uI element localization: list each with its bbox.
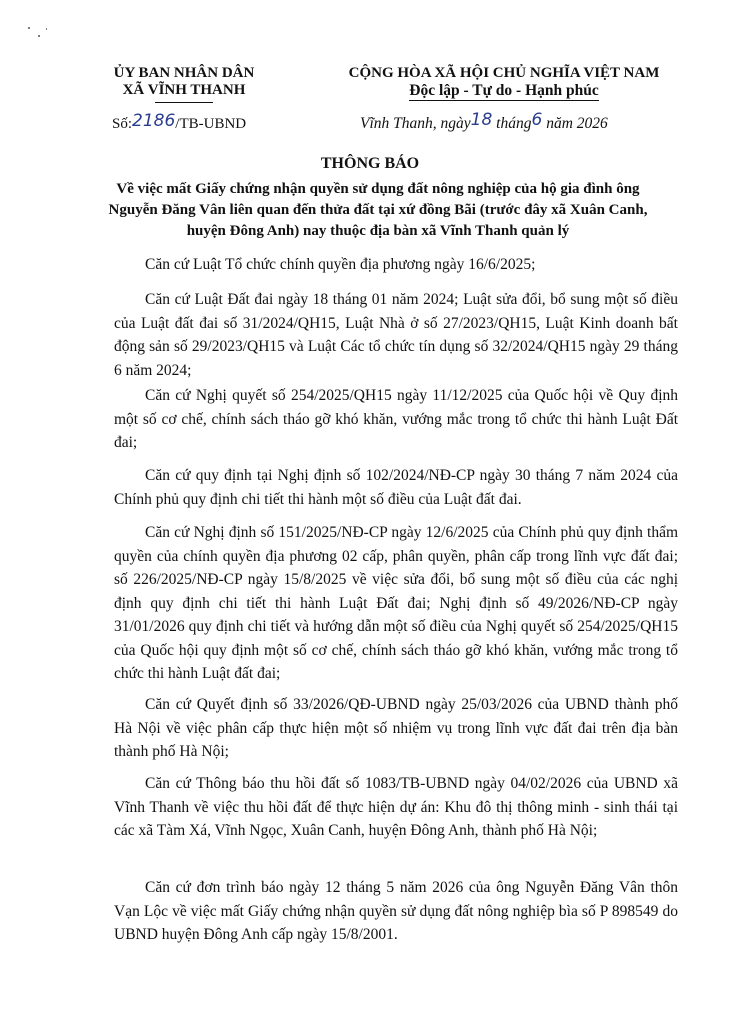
paragraph-text: Căn cứ đơn trình báo ngày 12 tháng 5 năm 2026 của ông Nguyễn Đăng Vân thôn Vạn Lộc về việc mất Giấy chứng nhận quyền sử dụng đất nông nghiệp bìa số P 898549 do UBND huyện Đông Anh cấp ngày 15/8/2001. (114, 879, 678, 943)
place-and-date (360, 110, 608, 133)
paragraph-8 (114, 876, 678, 947)
authority-name-line1: ỦY BAN NHÂN DÂN (113, 65, 255, 81)
handwritten-month: 6 (531, 110, 543, 130)
doc-number-prefix: Số: (112, 116, 133, 132)
paragraph-text: Căn cứ Thông báo thu hồi đất số 1083/TB-UBND ngày 04/02/2026 của UBND xã Vĩnh Thanh về việc thu hồi đất để thực hiện dự án: Khu đô thị thông minh - sinh thái tại các xã Tàm Xá, Vĩnh Ngọc, Xuân Canh, huyện Đông Anh, thành phố Hà Nội; (114, 775, 678, 839)
date-month-label: tháng (496, 115, 532, 132)
paragraph-5 (114, 521, 678, 686)
handwritten-day: 18 (470, 110, 493, 130)
authority-underline (155, 102, 213, 103)
paragraph-text: Căn cứ Quyết định số 33/2026/QĐ-UBND ngày 25/03/2026 của UBND thành phố Hà Nội về việc phân cấp thực hiện một số nhiệm vụ trong lĩnh vực đất đai trên địa bàn thành phố Hà Nội; (114, 696, 678, 760)
paragraph-3 (114, 384, 678, 455)
paragraph-text: Căn cứ Luật Tổ chức chính quyền địa phương ngày 16/6/2025; (145, 256, 536, 273)
paragraph-6 (114, 693, 678, 764)
document-number (112, 113, 246, 133)
scan-speck (38, 35, 40, 37)
paragraph-text: Căn cứ quy định tại Nghị định số 102/2024/NĐ-CP ngày 30 tháng 7 năm 2024 của Chính phủ quy định chi tiết thi hành một số điều của Luật đất đai. (114, 467, 678, 508)
paragraph-4 (114, 464, 678, 511)
issuing-authority (104, 65, 264, 103)
national-motto: Độc lập - Tự do - Hạnh phúc (409, 82, 599, 99)
document-title: THÔNG BÁO (320, 155, 420, 172)
scan-speck (46, 28, 47, 30)
paragraph-2 (114, 288, 678, 382)
authority-name-line2: XÃ VĨNH THANH (122, 82, 246, 98)
date-place-prefix: Vĩnh Thanh, ngày (360, 115, 471, 132)
date-year: năm 2026 (546, 115, 608, 132)
national-heading (328, 65, 680, 101)
paragraph-7 (114, 772, 678, 843)
handwritten-doc-number: 2186 (132, 111, 176, 131)
doc-number-suffix: /TB-UBND (175, 116, 247, 132)
document-subject: Về việc mất Giấy chứng nhận quyền sử dụng đất nông nghiệp của hộ gia đình ông Nguyễn Đăng Vân liên quan đến thửa đất tại xứ đồng Bãi (trước đây xã Xuân Canh, huyện Đông Anh) nay thuộc địa bàn xã Vĩnh Thanh quản lý (108, 181, 648, 239)
paragraph-text: Căn cứ Luật Đất đai ngày 18 tháng 01 năm 2024; Luật sửa đổi, bổ sung một số điều của Luật đất đai số 31/2024/QH15, Luật Nhà ở số 27/2023/QH15, Luật Kinh doanh bất động sản số 29/2023/QH15 và Luật Các tổ chức tín dụng số 32/2024/QH15 ngày 29 tháng 6 năm 2024; (114, 291, 678, 379)
scan-speck (28, 27, 30, 29)
paragraph-text: Căn cứ Nghị định số 151/2025/NĐ-CP ngày 12/6/2025 của Chính phủ quy định thẩm quyền của chính quyền địa phương 02 cấp, phân quyền, phân cấp trong lĩnh vực đất đai; số 226/2025/NĐ-CP ngày 15/8/2025 về việc sửa đổi, bổ sung một số điều của các nghị định quy định chi tiết thi hành Luật Đất đai; Nghị định số 49/2026/NĐ-CP ngày 31/01/2026 quy định chi tiết và hướng dẫn một số điều của Nghị quyết số 254/2025/QH15 của Quốc hội quy định một số cơ chế, chính sách tháo gỡ khó khăn, vướng mắc trong tổ chức thi hành Luật đất đai; (114, 524, 678, 682)
paragraph-1 (114, 253, 678, 277)
paragraph-text: Căn cứ Nghị quyết số 254/2025/QH15 ngày 11/12/2025 của Quốc hội về Quy định một số cơ chế, chính sách tháo gỡ khó khăn, vướng mắc trong tổ chức thi hành Luật Đất đai; (114, 387, 678, 451)
country-name: CỘNG HÒA XÃ HỘI CHỦ NGHĨA VIỆT NAM (348, 65, 660, 81)
